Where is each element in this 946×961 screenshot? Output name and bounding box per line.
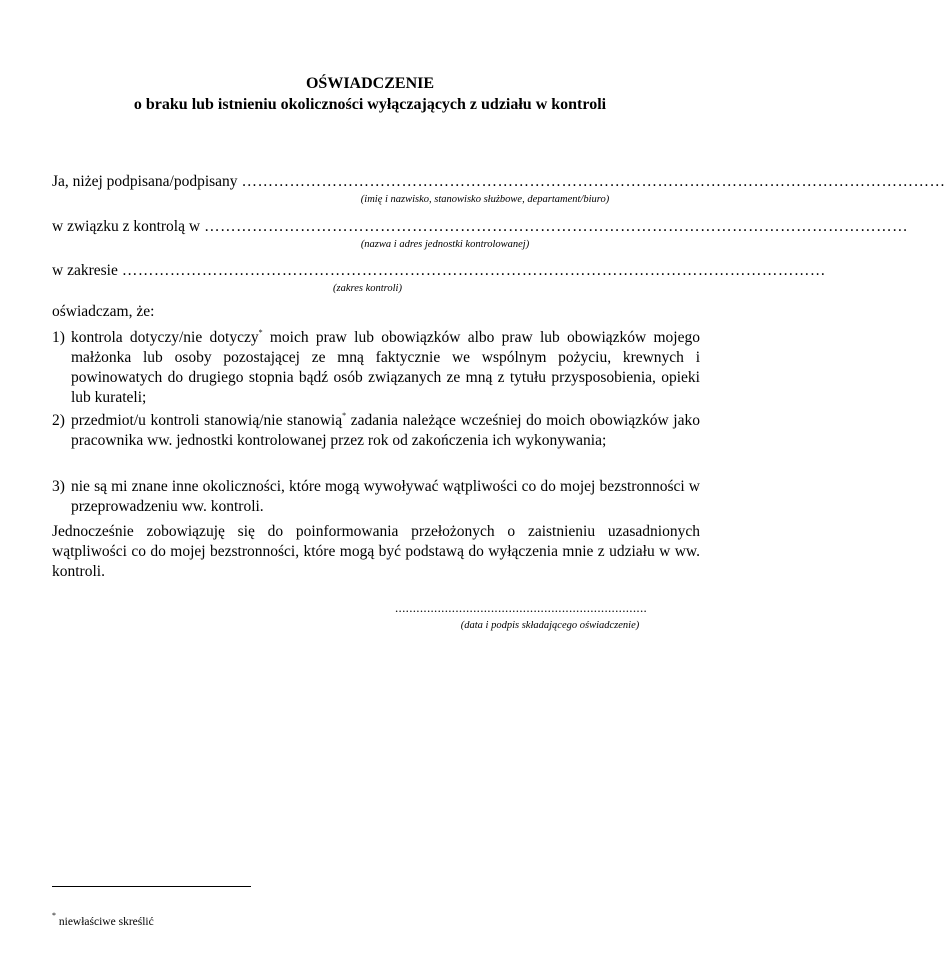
signature-hint: (data i podpis składającego oświadczenie) <box>460 620 640 631</box>
item-number: 1) <box>52 329 65 346</box>
declaration-item-2 <box>71 411 700 451</box>
footnote-marker: * <box>52 911 56 920</box>
unit-field <box>52 218 909 236</box>
closing-paragraph: Jednocześnie zobowiązuję się do poinformowania przełożonych o zaistnieniu uzasadnionych wątpliwości co do mojej bezstronności, które mogą być podstawą do wyłączenia mnie z udziału w ww. kontroli. <box>52 523 700 580</box>
item-text: nie są mi znane inne okoliczności, które mogą wywoływać wątpliwości co do mojej bezstronności w przeprowadzeniu ww. kontroli. <box>71 478 700 515</box>
signature-line[interactable]: ....................................................................... <box>395 600 648 615</box>
document-title: OŚWIADCZENIE <box>305 75 435 92</box>
declare-label: oświadczam, że: <box>52 303 155 320</box>
item-number: 2) <box>52 412 65 429</box>
footnote-text: niewłaściwe skreślić <box>56 916 154 928</box>
document-subtitle: o braku lub istnieniu okoliczności wyłączających z udziału w kontroli <box>133 96 607 113</box>
unit-field-dots[interactable]: …………………………………………………………………………………………………………………… <box>204 218 909 235</box>
unit-field-label: w związku z kontrolą w <box>52 218 201 235</box>
footnote-divider <box>52 886 251 887</box>
declaration-item-3 <box>71 477 700 517</box>
item-text: moich praw lub obowiązków albo praw lub obowiązków mojego małżonka lub osoby pozostającej ze mną faktycznie we wspólnym pożyciu, krewnych i powinowatych do drugiego stopnia bądź osób związanych ze mną z tytułu przysposobienia, opieki lub kurateli; <box>71 329 700 406</box>
footnote-marker: * <box>342 411 347 420</box>
name-field-dots[interactable]: …………………………………………………………………………………………………………………… <box>241 173 946 190</box>
item-number: 3) <box>52 478 65 495</box>
scope-field <box>52 262 826 280</box>
scope-field-hint: (zakres kontroli) <box>333 283 402 294</box>
name-field-hint: (imię i nazwisko, stanowisko służbowe, departament/biuro) <box>360 194 610 205</box>
footnote-marker: * <box>258 328 263 337</box>
item-text: przedmiot/u kontroli stanowią/nie stanowią <box>71 412 343 429</box>
name-field <box>52 173 946 191</box>
unit-field-hint: (nazwa i adres jednostki kontrolowanej) <box>360 239 530 250</box>
item-text: kontrola dotyczy/nie dotyczy <box>71 329 259 346</box>
scope-field-dots[interactable]: …………………………………………………………………………………………………………………… <box>121 262 826 279</box>
name-field-label: Ja, niżej podpisana/podpisany <box>52 173 238 190</box>
declaration-item-1 <box>71 328 700 408</box>
item-text: zadania należące wcześniej do moich obowiązków jako pracownika ww. jednostki kontrolowanej przez rok od zakończenia ich wykonywania; <box>71 412 700 449</box>
scope-field-label: w zakresie <box>52 262 118 279</box>
footnote <box>52 911 154 928</box>
